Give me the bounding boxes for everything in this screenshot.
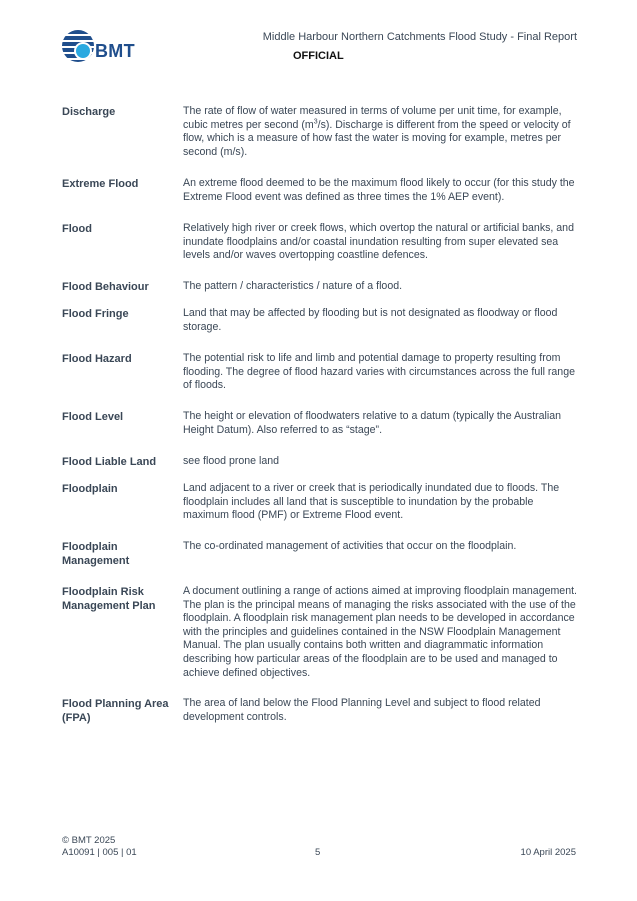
glossary-entry (62, 280, 582, 307)
classification-label: OFFICIAL (293, 50, 344, 62)
definition-superscript: 3 (313, 118, 318, 126)
glossary-term: Flood Behaviour (62, 281, 149, 293)
glossary-entry (62, 540, 582, 585)
definition-text: The rate of flow of water measured in terms of volume per unit time, for example, cubic metres per second (m (183, 105, 562, 131)
glossary-term: Flood Fringe (62, 308, 129, 320)
glossary-definition: A document outlining a range of actions aimed at improving floodplain management. The plan is the principal means of managing the risks associated with the use of the floodplain. A floodplain risk management plan needs to be developed in accordance with the principles and guidelines contained in the NSW Floodplain Management Manual. The plan usually contains both written and diagrammatic information describing how particular areas of the floodplain are to be used and managed to achieve defined objectives. (183, 585, 577, 679)
glossary-term: Discharge (62, 106, 116, 118)
glossary-definition: Land adjacent to a river or creek that is periodically inundated due to floods. The floodplain includes all land that is susceptible to inundation by the probable maximum flood (PMF) or Extreme Flood event. (183, 482, 560, 522)
glossary-term: Floodplain Risk Management Plan (62, 586, 156, 612)
glossary-definition: The pattern / characteristics / nature of a flood. (183, 280, 403, 292)
glossary-entry (62, 410, 582, 455)
glossary-definition: The height or elevation of floodwaters relative to a datum (typically the Australian Height Datum). Also referred to as “stage”. (183, 410, 562, 436)
glossary-term: Floodplain (62, 483, 118, 495)
glossary-entry (62, 105, 582, 177)
glossary-definition: see flood prone land (183, 455, 280, 467)
glossary-term: Flood (62, 223, 92, 235)
copyright: © BMT 2025 (62, 835, 116, 846)
glossary-entry (62, 352, 582, 410)
page-number: 5 (315, 847, 321, 858)
footer-date: 10 April 2025 (520, 847, 576, 858)
glossary-entry (62, 697, 582, 729)
definition-text: /s). Discharge is different from the speed or velocity of flow, which is a measure of how fast the water is moving for example, metres per second (m/s). (183, 118, 571, 158)
glossary-entry (62, 222, 582, 280)
glossary-definition: An extreme flood deemed to be the maximum flood likely to occur (for this study the Extreme Flood event was defined as three times the 1% AEP event). (183, 177, 575, 203)
footer-left (62, 835, 137, 859)
glossary-definition: Relatively high river or creek flows, which overtop the natural or artificial banks, and inundate floodplains and/or coastal inundation resulting from super elevated sea levels and/or waves overtopping coastline defences. (183, 222, 574, 262)
glossary-term: Floodplain Management (62, 541, 130, 567)
glossary-term: Flood Hazard (62, 353, 132, 365)
glossary-definition: The co-ordinated management of activities that occur on the floodplain. (183, 540, 517, 552)
bmt-logo-text: BMT (95, 41, 135, 61)
document-reference: A10091 | 005 | 01 (62, 847, 137, 858)
glossary-entry (62, 455, 582, 482)
glossary-definition (183, 105, 582, 177)
glossary-definition: The area of land below the Flood Planning Level and subject to flood related development controls. (183, 697, 541, 723)
glossary-definition: Land that may be affected by flooding but is not designated as floodway or flood storage. (183, 307, 558, 333)
glossary-entry (62, 585, 582, 697)
glossary-entry (62, 482, 582, 540)
report-title: Middle Harbour Northern Catchments Flood Study - Final Report (262, 31, 577, 43)
glossary-term: Flood Planning Area (FPA) (62, 698, 169, 724)
glossary-entry (62, 307, 582, 352)
bmt-globe-icon (60, 27, 100, 67)
glossary-term: Extreme Flood (62, 178, 139, 190)
glossary-term: Flood Liable Land (62, 456, 157, 468)
glossary-entry (62, 177, 582, 222)
glossary-list (62, 105, 582, 729)
glossary-term: Flood Level (62, 411, 124, 423)
glossary-definition: The potential risk to life and limb and potential damage to property resulting from flooding. The degree of flood hazard varies with circumstances across the full range of floods. (183, 352, 575, 392)
